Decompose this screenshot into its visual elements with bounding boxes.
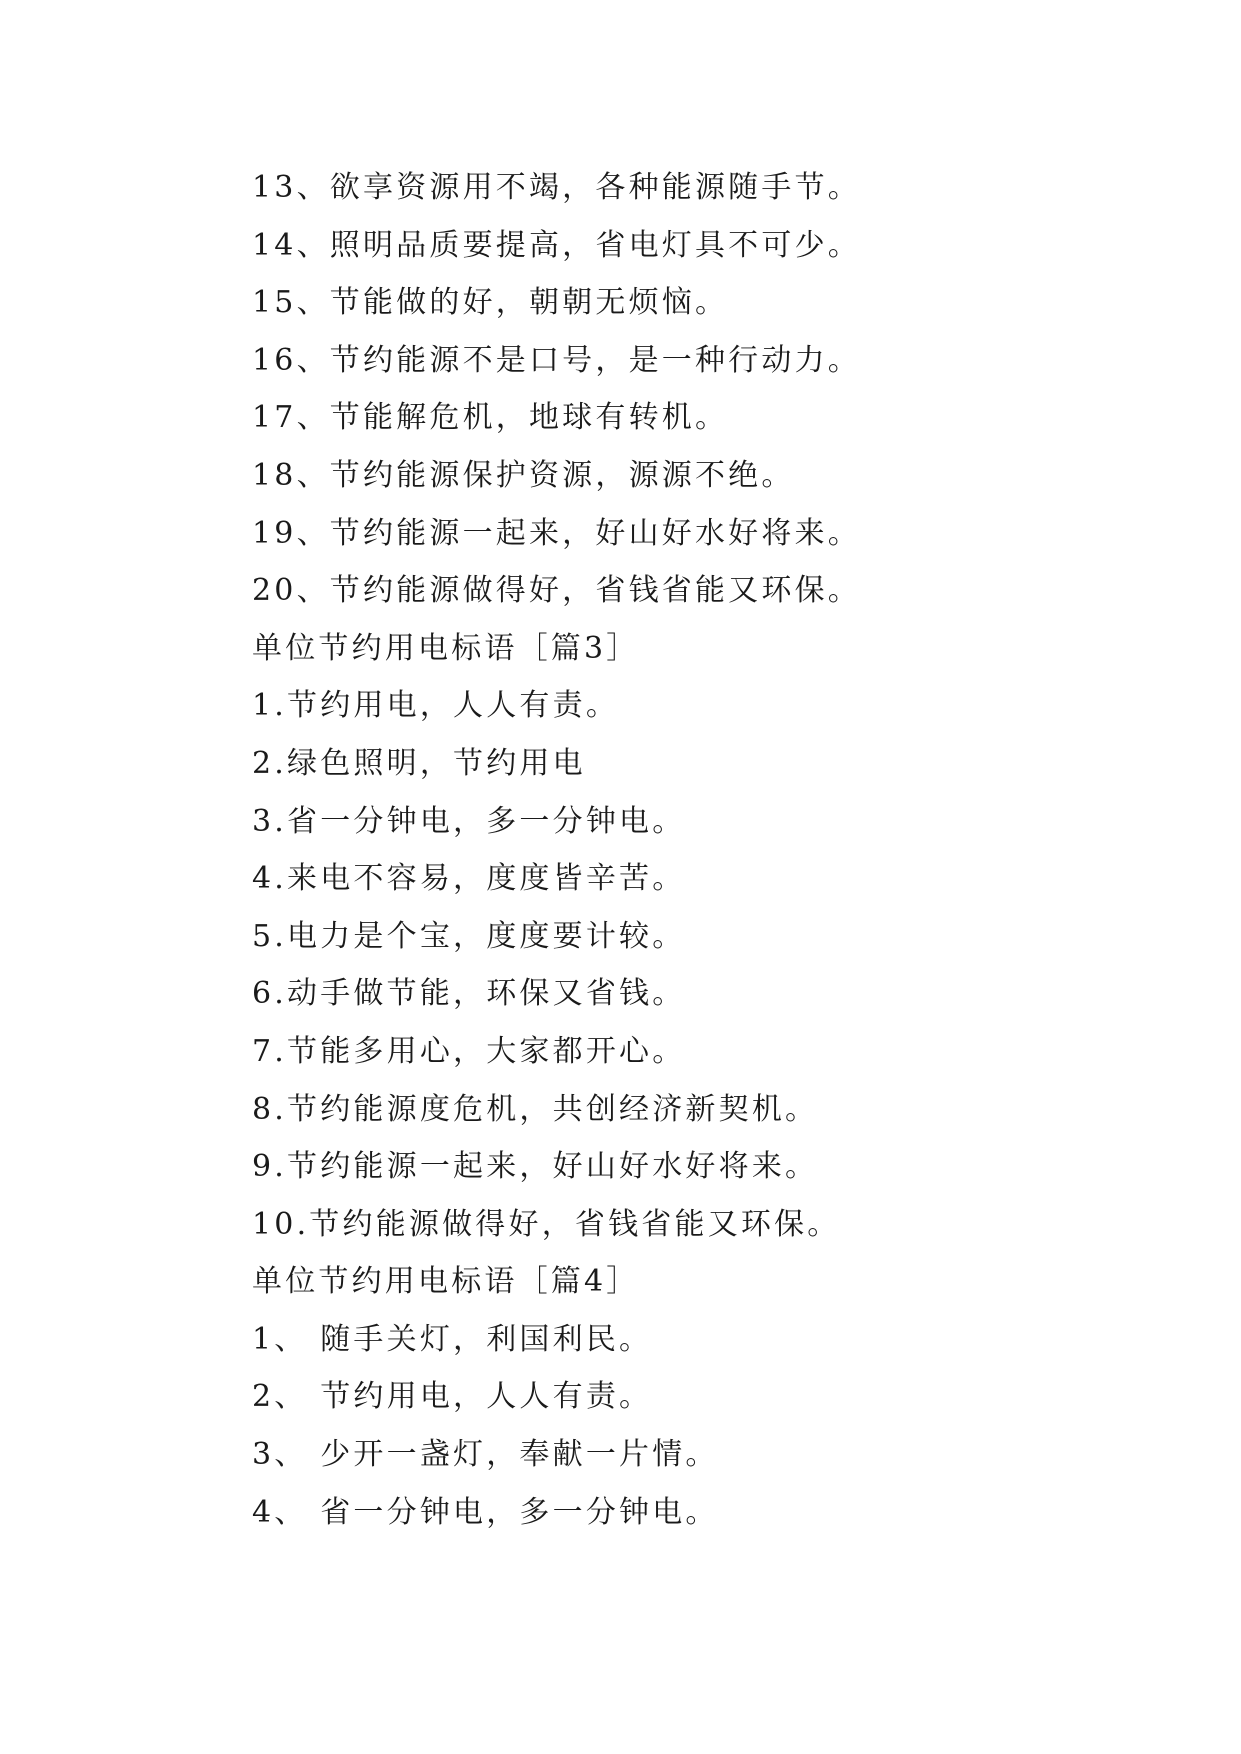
section-heading: 单位节约用电标语［篇3］ bbox=[252, 630, 640, 666]
list-item: 10.节约能源做得好，省钱省能又环保。 bbox=[252, 1206, 841, 1242]
list-item: 1、 随手关灯，利国利民。 bbox=[252, 1321, 653, 1357]
list-item: 5.电力是个宝，度度要计较。 bbox=[252, 918, 686, 954]
list-item: 2.绿色照明，节约用电 bbox=[252, 745, 586, 781]
list-item: 14、照明品质要提高，省电灯具不可少。 bbox=[252, 227, 861, 263]
list-item: 9.节约能源一起来，好山好水好将来。 bbox=[252, 1149, 819, 1185]
list-item: 18、节约能源保护资源，源源不绝。 bbox=[252, 457, 795, 493]
list-item: 19、节约能源一起来，好山好水好将来。 bbox=[252, 515, 861, 551]
document-body bbox=[252, 159, 1152, 1541]
list-item: 8.节约能源度危机，共创经济新契机。 bbox=[252, 1091, 819, 1127]
list-item: 20、节约能源做得好，省钱省能又环保。 bbox=[252, 573, 861, 609]
section-heading: 单位节约用电标语［篇4］ bbox=[252, 1264, 640, 1300]
list-item: 1.节约用电，人人有责。 bbox=[252, 688, 620, 724]
list-item: 4、 省一分钟电，多一分钟电。 bbox=[252, 1494, 719, 1530]
list-item: 2、 节约用电，人人有责。 bbox=[252, 1379, 653, 1415]
list-item: 17、节能解危机，地球有转机。 bbox=[252, 400, 729, 436]
list-item: 6.动手做节能，环保又省钱。 bbox=[252, 976, 686, 1012]
list-item: 4.来电不容易，度度皆辛苦。 bbox=[252, 861, 686, 897]
list-item: 3.省一分钟电，多一分钟电。 bbox=[252, 803, 686, 839]
list-item: 3、 少开一盏灯，奉献一片情。 bbox=[252, 1437, 719, 1473]
list-item: 15、节能做的好，朝朝无烦恼。 bbox=[252, 285, 729, 321]
list-item: 13、欲享资源用不竭，各种能源随手节。 bbox=[252, 170, 861, 205]
list-item: 7.节能多用心，大家都开心。 bbox=[252, 1033, 686, 1069]
list-item: 16、节约能源不是口号，是一种行动力。 bbox=[252, 342, 861, 378]
